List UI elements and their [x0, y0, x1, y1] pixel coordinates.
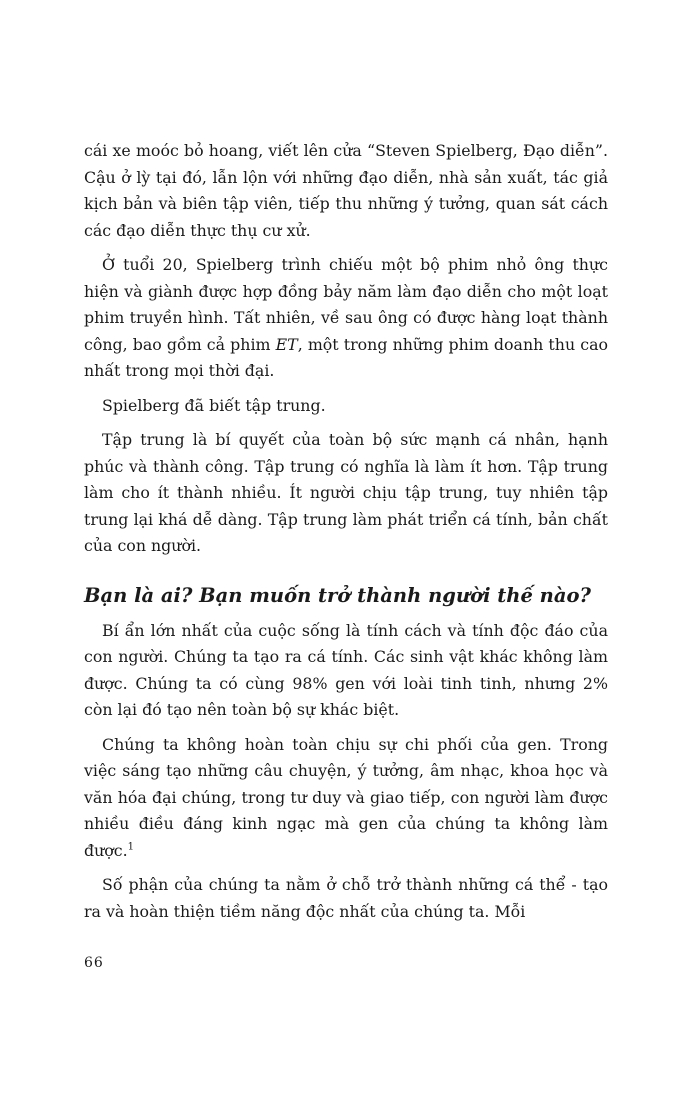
- paragraph-5: Bí ẩn lớn nhất của cuộc sống là tính cách và tính độc đáo của con người. Chúng ta tạo ra cá tính. Các sinh vật khác không làm được. Chúng ta có cùng 98% gen với loài tinh tinh, nhưng 2% còn lại đó tạo nên toàn bộ sự khác biệt.: [84, 620, 608, 719]
- paragraph-1: cái xe moóc bỏ hoang, viết lên cửa “Steven Spielberg, Đạo diễn”. Cậu ở lỳ tại đó, lẫn lộn với những đạo diễn, nhà sản xuất, tác giả kịch bản và biên tập viên, tiếp thu những ý tưởng, quan sát cách các đạo diễn thực thụ cư xử.: [84, 141, 608, 240]
- paragraph-2-text-a: Ở tuổi 20, Spielberg trình chiếu một bộ phim nhỏ ông thực hiện và giành được hợp đồng bảy năm làm đạo diễn cho một loạt phim truyền hình. Tất nhiên, về sau ông có được hàng loạt thành công, bao gồm cả phim: [84, 255, 608, 354]
- page-number: 66: [84, 955, 104, 971]
- paragraph-6-text: Chúng ta không hoàn toàn chịu sự chi phối của gen. Trong việc sáng tạo những câu chuyện, ý tưởng, âm nhạc, khoa học và văn hóa đại chúng, trong tư duy và giao tiếp, con người làm được nhiều điều đáng kinh ngạc mà gen của chúng ta không làm được.: [84, 734, 608, 860]
- paragraph-4: Tập trung là bí quyết của toàn bộ sức mạnh cá nhân, hạnh phúc và thành công. Tập trung có nghĩa là làm ít hơn. Tập trung làm cho ít thành nhiều. Ít người chịu tập trung, tuy nhiên tập trung lại khá dễ dàng. Tập trung làm phát triển cá tính, bản chất của con người.: [84, 430, 608, 555]
- film-title-et: ET: [275, 334, 298, 354]
- paragraph-2-text-b: , một trong những phim doanh thu cao nhất trong mọi thời đại.: [84, 334, 608, 380]
- footnote-marker[interactable]: 1: [127, 841, 135, 853]
- section-heading: Bạn là ai? Bạn muốn trở thành người thế nào?: [84, 583, 591, 607]
- paragraph-7: Số phận của chúng ta nằm ở chỗ trở thành những cá thể - tạo ra và hoàn thiện tiềm năng độc nhất của chúng ta. Mỗi: [84, 875, 608, 921]
- paragraph-6: [84, 732, 608, 865]
- paragraph-2: [84, 252, 608, 385]
- page-body: [84, 138, 608, 933]
- paragraph-3: Spielberg đã biết tập trung.: [102, 395, 326, 415]
